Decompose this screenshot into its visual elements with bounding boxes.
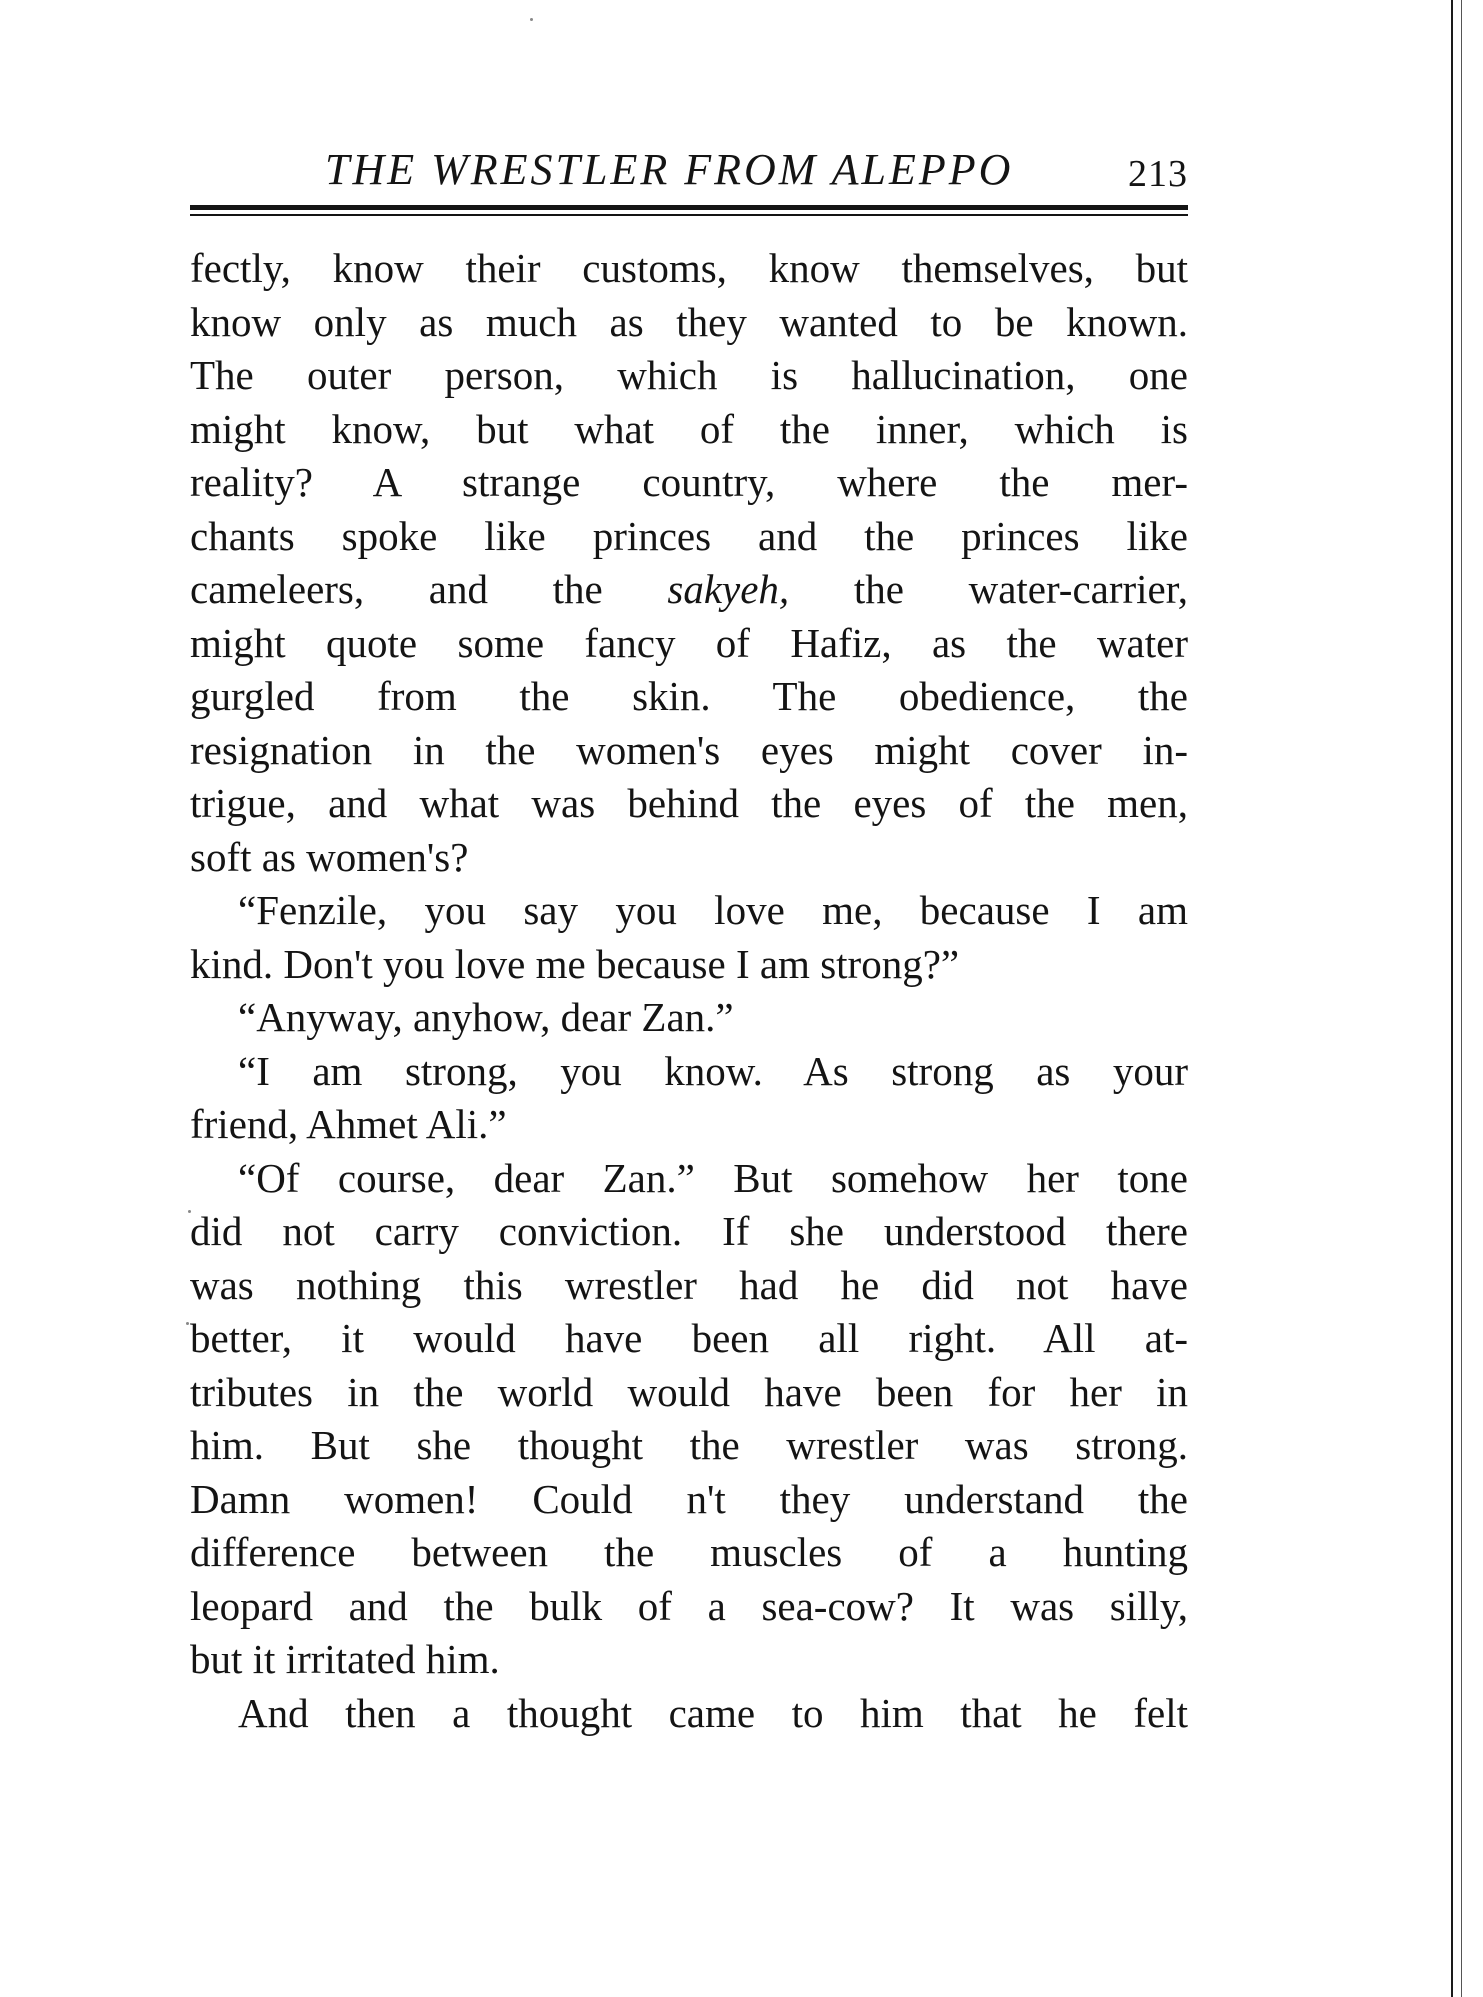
body-text: [190, 242, 1188, 1740]
text-line: Damn women! Could n't they understand the: [190, 1475, 1188, 1522]
page-edge-line-inner: [1461, 0, 1462, 1997]
text-line: fectly, know their customs, know themselves, but: [190, 245, 1188, 291]
text-line: chants spoke like princes and the princes like: [190, 512, 1188, 559]
text-line: And then a thought came to him that he felt: [238, 1689, 1188, 1736]
text-line: leopard and the bulk of a sea-cow? It was silly,: [190, 1582, 1188, 1629]
text-line: The outer person, which is hallucination, one: [190, 352, 1188, 398]
header-rule-thick: [190, 205, 1188, 210]
header-rule-thin: [190, 214, 1188, 216]
text-line: but it irritated him.: [190, 1636, 500, 1682]
page-edge-line: [1451, 0, 1453, 1997]
text-line: “Anyway, anyhow, dear Zan.”: [238, 994, 734, 1040]
text-line: soft as women's?: [190, 833, 469, 880]
text-line: better, it would have been all right. All at-: [190, 1315, 1188, 1361]
running-title: THE WRESTLER FROM ALEPPO: [325, 145, 1014, 194]
text-line: did not carry conviction. If she understood there: [190, 1208, 1188, 1254]
text-line: “Of course, dear Zan.” But somehow her tone: [238, 1154, 1188, 1201]
page-number: 213: [1128, 153, 1188, 195]
text-line: “I am strong, you know. As strong as your: [238, 1047, 1188, 1094]
paper-speck: [186, 1322, 189, 1325]
text-line: trigue, and what was behind the eyes of the men,: [190, 780, 1188, 826]
text-line: “Fenzile, you say you love me, because I am: [238, 887, 1188, 933]
text-line: might quote some fancy of Hafiz, as the water: [190, 619, 1188, 666]
text-segment: the water-carrier,: [853, 566, 1188, 612]
text-line: kind. Don't you love me because I am strong?”: [190, 940, 960, 987]
running-head: [190, 140, 1188, 200]
text-line: gurgled from the skin. The obedience, the: [190, 673, 1188, 719]
text-line: difference between the muscles of a hunting: [190, 1529, 1188, 1575]
text-line: [190, 563, 1188, 617]
text-line: resignation in the women's eyes might cover in-: [190, 726, 1188, 773]
text-line: him. But she thought the wrestler was strong.: [190, 1422, 1188, 1468]
text-line: know only as much as they wanted to be known.: [190, 298, 1188, 345]
text-line: might know, but what of the inner, which is: [190, 405, 1188, 452]
text-line: reality? A strange country, where the mer-: [190, 459, 1188, 505]
text-line: was nothing this wrestler had he did not have: [190, 1261, 1188, 1308]
text-line: friend, Ahmet Ali.”: [190, 1101, 507, 1147]
text-segment: cameleers, and the: [190, 566, 603, 612]
text-line: tributes in the world would have been for her in: [190, 1368, 1188, 1415]
paper-speck: [530, 18, 533, 21]
italic-word: sakyeh,: [667, 566, 790, 612]
